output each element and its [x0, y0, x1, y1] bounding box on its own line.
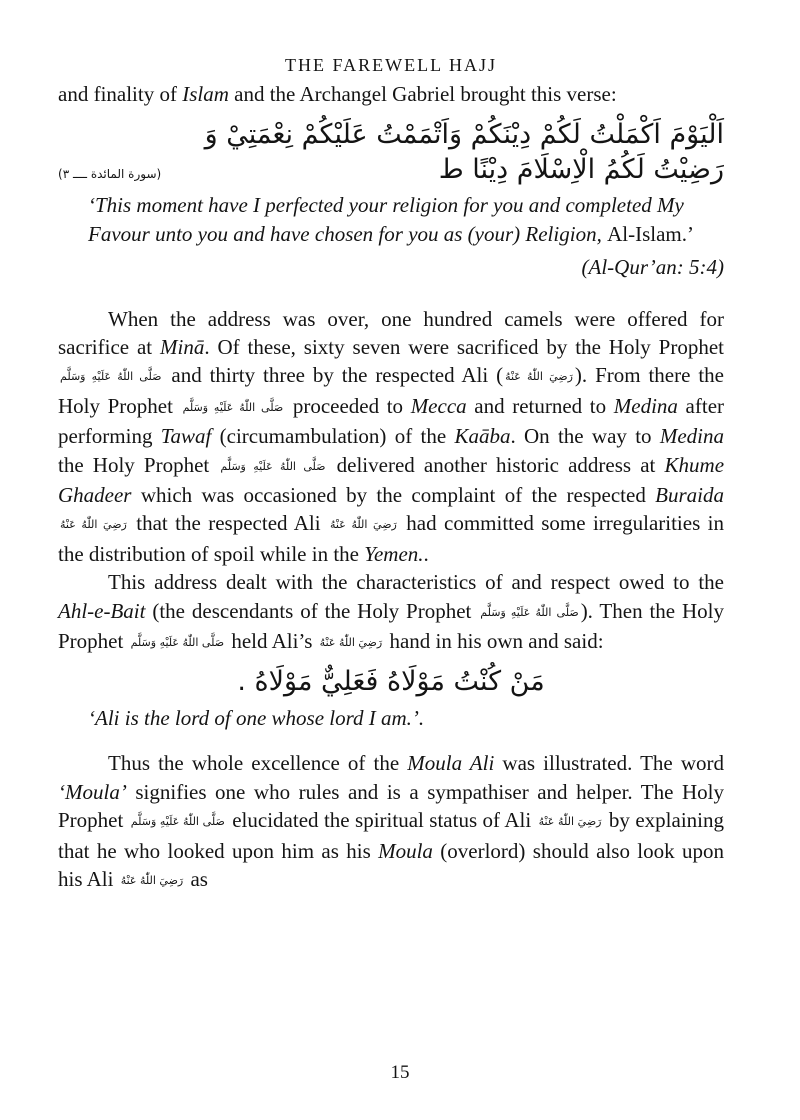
verse-arabic-line2: رَضِيْتُ لَكُمُ الْاِسْلَامَ دِيْنًا ط	[438, 154, 724, 186]
text: held Ali’s	[226, 629, 318, 654]
honorific-ali-icon: رَضِيَ اللّٰهُ عَنْهُ	[319, 636, 383, 650]
verse-translation	[58, 191, 724, 248]
text: . Of these, sixty seven were sacrificed by the Holy Prophet	[204, 335, 724, 359]
text: .	[423, 541, 429, 566]
text: as	[185, 867, 208, 892]
text: Al-Islam.’	[607, 222, 694, 246]
text: delivered another historic address at	[327, 452, 665, 477]
text: and finality of	[58, 82, 183, 106]
honorific-ali-icon: رَضِيَ اللّٰهُ عَنْهُ	[505, 370, 573, 384]
text: that the respected Ali	[128, 511, 329, 536]
text: by explaining that he who looked upon him as his	[58, 808, 725, 863]
verse-arabic-row2	[58, 154, 724, 185]
honorific-prophet-icon: صَلَّى اللّٰهُ عَلَيْهِ وَسَلَّم	[220, 459, 326, 473]
text: ‘This moment have I perfected your religion for you and completed My Favour unto you and have chosen for you as (your) Religion,	[88, 193, 684, 246]
text: elucidated the spiritual status of Ali	[226, 808, 537, 833]
text: ). From there the Holy Prophet	[58, 363, 725, 418]
text: hand in his own and said:	[384, 629, 604, 654]
text: the Holy Prophet	[58, 452, 219, 477]
term-kaaba: Kaāba	[454, 424, 511, 449]
honorific-prophet-icon: صَلَّى اللّٰهُ عَلَيْهِ وَسَلَّم	[130, 636, 225, 650]
hadith-arabic: مَنْ كُنْتُ مَوْلَاهُ فَعَلِيٌّ مَوْلَاهُ .	[237, 666, 545, 698]
running-head: THE FAREWELL HAJJ	[285, 55, 497, 75]
honorific-ali-icon: رَضِيَ اللّٰهُ عَنْهُ	[60, 518, 127, 532]
paragraph-2	[58, 568, 724, 657]
term-mecca: Mecca	[410, 393, 467, 418]
term-mina: Minā	[160, 335, 205, 359]
term-moula: ‘Moula’	[58, 779, 127, 804]
text: and the Archangel Gabriel brought this verse:	[228, 82, 617, 106]
text: after performing	[58, 393, 725, 449]
honorific-prophet-icon: صَلَّى اللّٰهُ عَلَيْهِ وَسَلَّم	[182, 400, 284, 414]
text: This address dealt with the characteristics of and respect owed to the	[108, 570, 724, 595]
text: (the descendants of the Holy Prophet	[145, 598, 479, 623]
text: (circumambulation) of the	[211, 424, 455, 449]
honorific-prophet-icon: صَلَّى اللّٰهُ عَلَيْهِ وَسَلَّم	[60, 370, 162, 384]
text: proceeded to	[285, 393, 411, 418]
text: was illustrated. The word	[494, 751, 724, 776]
text: signifies one who rules and is a sympathiser and helper. The Holy Prophet	[58, 779, 724, 833]
text: ). Then the Holy Prophet	[58, 598, 725, 654]
term-moula: Moula	[378, 838, 433, 863]
term-buraida: Buraida	[655, 483, 724, 508]
intro-paragraph	[58, 80, 724, 108]
honorific-ali-icon: رَضِيَ اللّٰهُ عَنْهُ	[538, 815, 602, 829]
honorific-ali-icon: رَضِيَ اللّٰهُ عَنْهُ	[120, 874, 184, 888]
term-medina: Medina	[613, 393, 678, 418]
verse-citation: (Al-Qur’an: 5:4)	[581, 254, 724, 279]
honorific-prophet-icon: صَلَّى اللّٰهُ عَلَيْهِ وَسَلَّم	[480, 605, 579, 619]
honorific-ali-icon: رَضِيَ اللّٰهُ عَنْهُ	[330, 518, 397, 532]
honorific-prophet-icon: صَلَّى اللّٰهُ عَلَيْهِ وَسَلَّم	[130, 815, 225, 829]
term-medina: Medina	[659, 424, 724, 449]
text: and returned to	[466, 393, 614, 418]
text: . On the way to	[510, 424, 660, 449]
term-khume-ghadeer: Khume Ghadeer	[58, 452, 725, 508]
page-body	[58, 52, 724, 896]
paragraph-1	[58, 305, 724, 569]
paragraph-3	[58, 749, 724, 895]
text: and thirty three by the respected Ali (	[163, 363, 504, 388]
text: which was occasioned by the complaint of the respected	[131, 483, 656, 508]
term-islam: Islam	[182, 82, 229, 106]
term-yemen: Yemen.	[364, 541, 424, 566]
term-moula-ali: Moula Ali	[407, 751, 495, 776]
text: (overlord) should also look upon his Ali	[58, 838, 724, 892]
text: When the address was over, one hundred camels were offered for sacrifice at	[58, 306, 724, 359]
term-tawaf: Tawaf	[160, 424, 212, 449]
page-number: 15	[390, 1062, 410, 1083]
text: had committed some irregularities in the distribution of spoil while in the	[58, 511, 724, 566]
verse-reference: (سورة المائدة ــــ ٣)	[58, 167, 162, 182]
hadith-translation: ‘Ali is the lord of one whose lord I am.’.	[88, 706, 425, 731]
term-ahl-e-bait: Ahl-e-Bait	[58, 598, 146, 623]
text: Thus the whole excellence of the	[108, 751, 408, 776]
verse-arabic-line1: اَلْيَوْمَ اَكْمَلْتُ لَكُمْ دِيْنَكُمْ وَاَتْمَمْتُ عَلَيْكُمْ نِعْمَتِيْ وَ	[204, 119, 724, 151]
